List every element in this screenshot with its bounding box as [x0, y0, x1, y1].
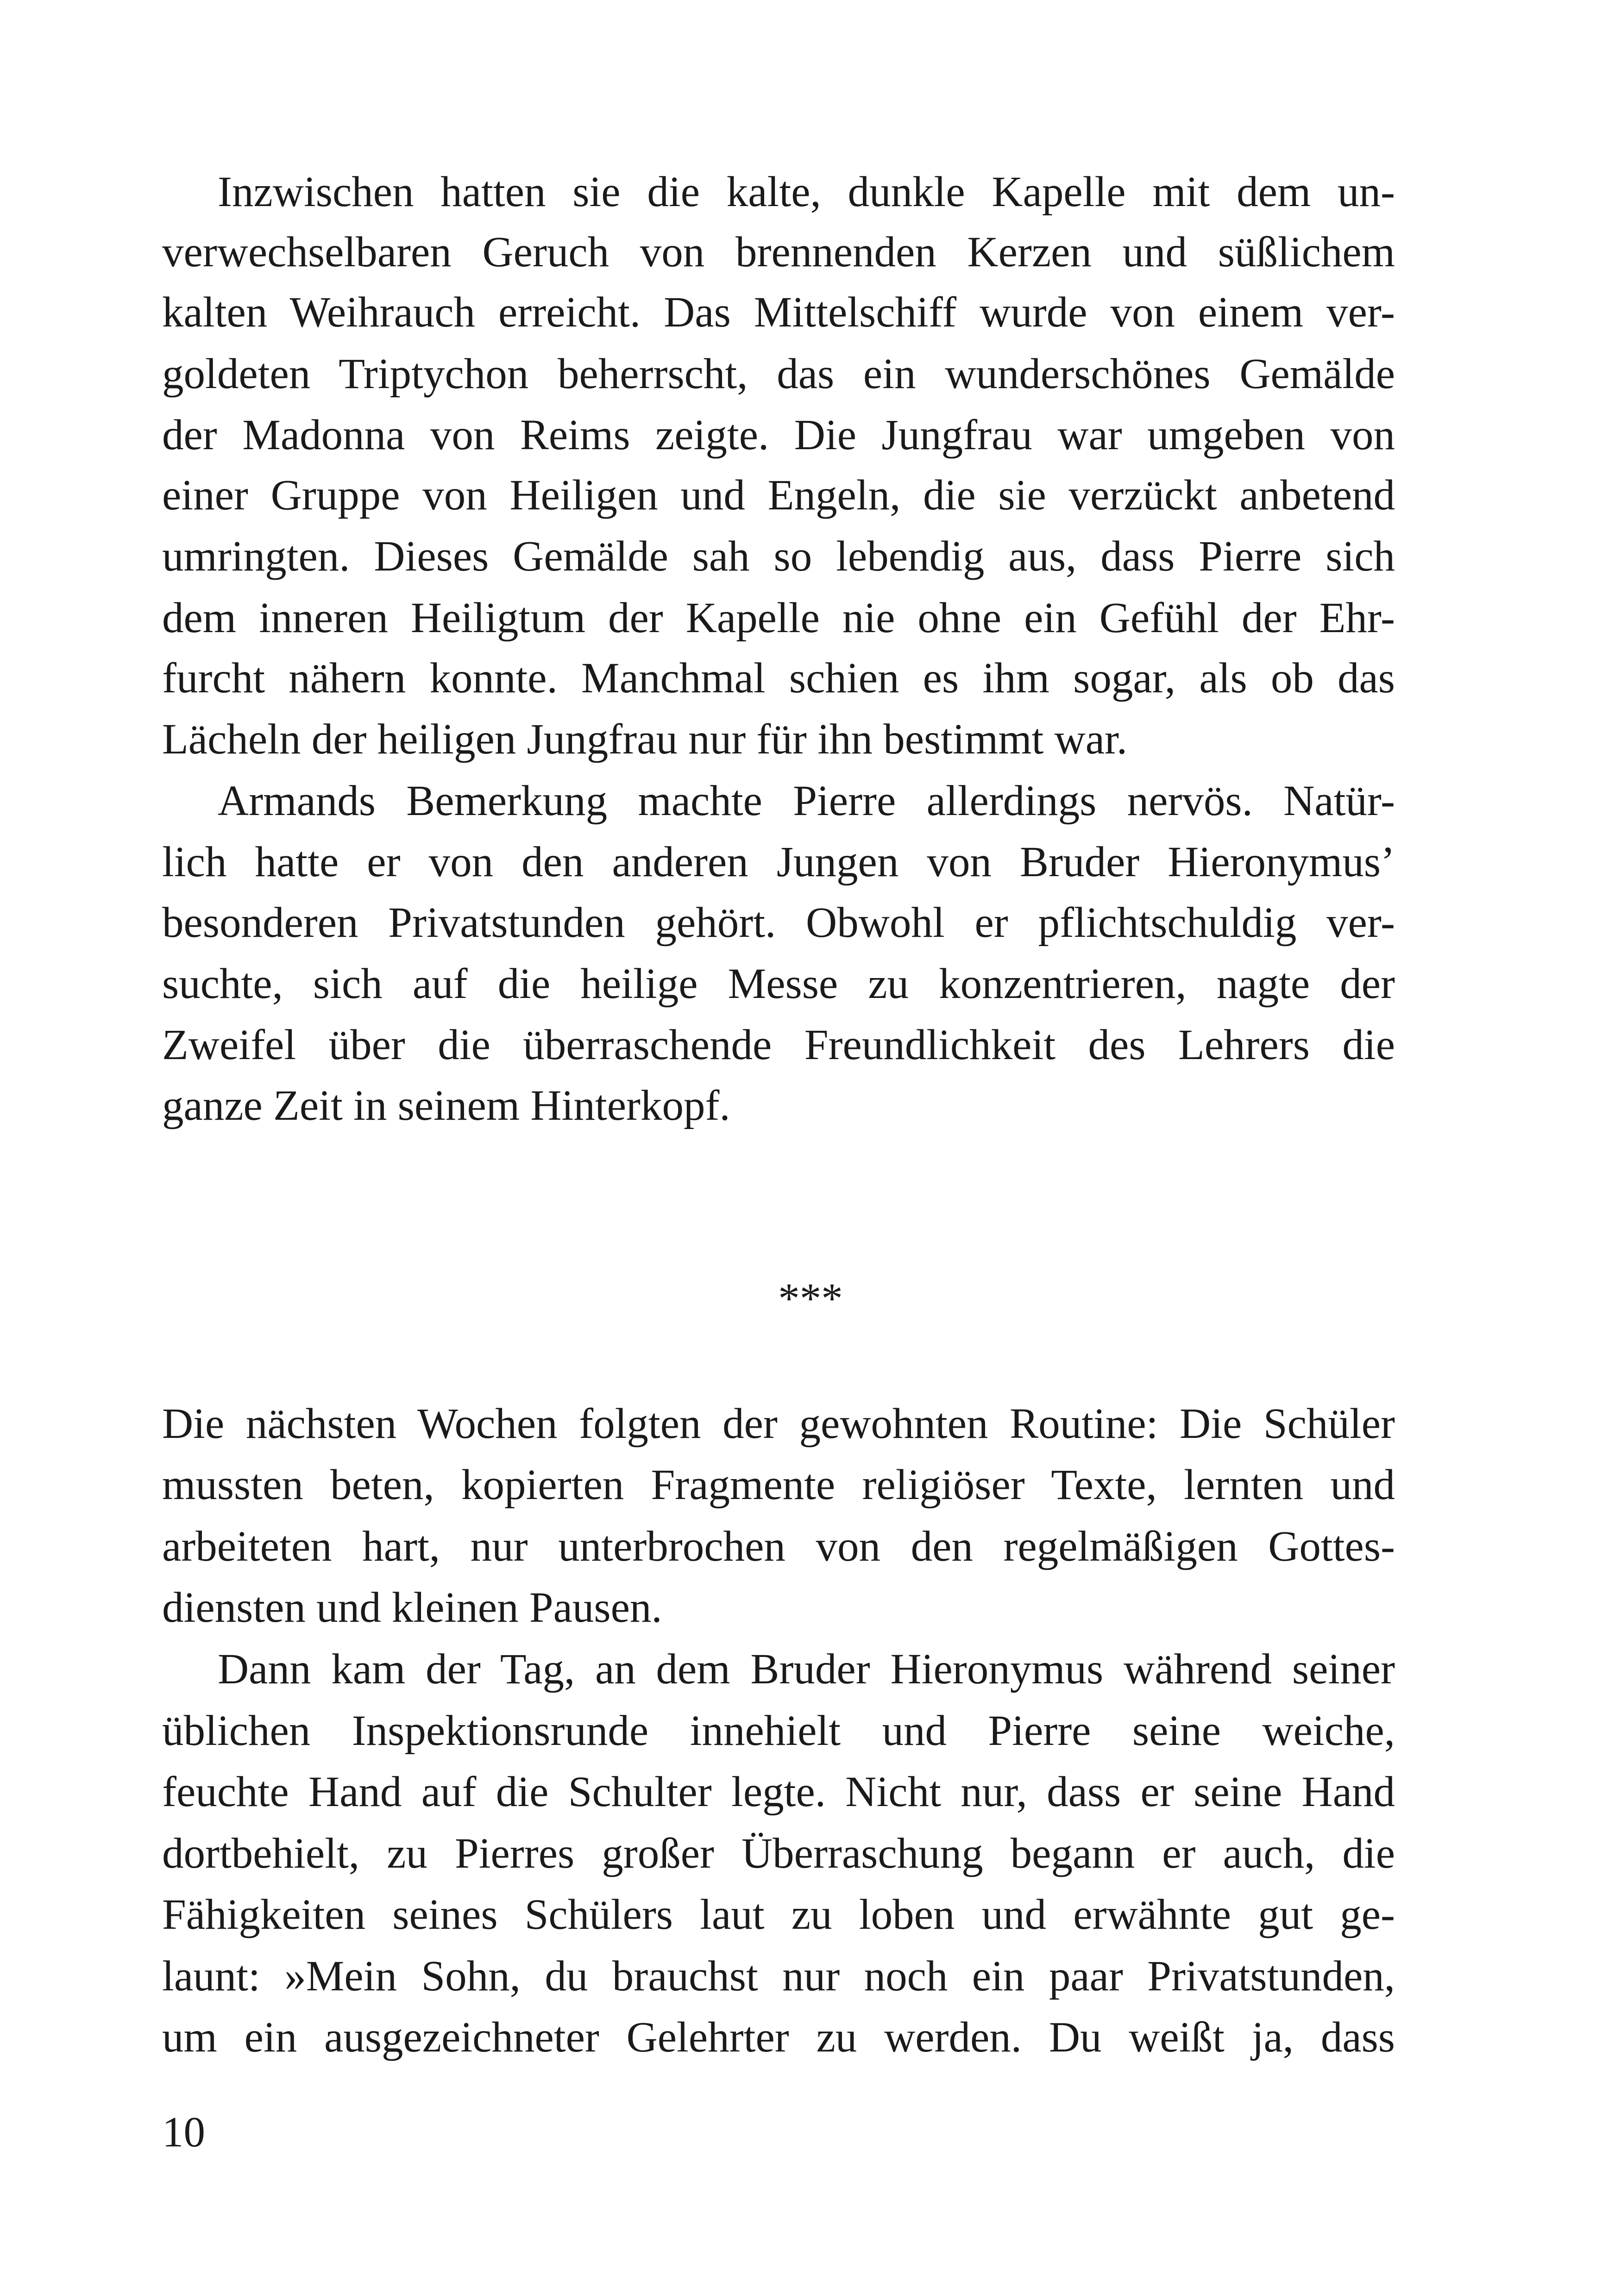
text-line: dortbehielt, zu Pierres großer Überraschung begann er auch, die: [162, 1830, 1395, 1877]
text-line: besonderen Privatstunden gehört. Obwohl er pflichtschuldig ver-: [162, 899, 1395, 947]
text-line: einer Gruppe von Heiligen und Engeln, die sie verzückt anbetend: [162, 471, 1395, 519]
text-line: goldeten Triptychon beherrscht, das ein wunderschönes Gemälde: [162, 350, 1395, 398]
text-line: kalten Weihrauch erreicht. Das Mittelschiff wurde von einem ver-: [162, 289, 1395, 336]
text-line: Zweifel über die überraschende Freundlichkeit des Lehrers die: [162, 1021, 1395, 1069]
text-line: der Madonna von Reims zeigte. Die Jungfrau war umgeben von: [162, 411, 1395, 459]
text-line: dem inneren Heiligtum der Kapelle nie ohne ein Gefühl der Ehr-: [162, 594, 1395, 642]
text-line: um ein ausgezeichneter Gelehrter zu werden. Du weißt ja, dass: [162, 2014, 1395, 2061]
section-separator: ***: [778, 1275, 843, 1323]
text-line: launt: »Mein Sohn, du brauchst nur noch ein paar Privatstunden,: [162, 1952, 1395, 2000]
text-line: Die nächsten Wochen folgten der gewohnten Routine: Die Schüler: [162, 1400, 1395, 1448]
text-line: furcht nähern konnte. Manchmal schien es ihm sogar, als ob das: [162, 654, 1395, 702]
text-line: Inzwischen hatten sie die kalte, dunkle Kapelle mit dem un-: [218, 168, 1395, 216]
text-line: Fähigkeiten seines Schülers laut zu loben und erwähnte gut ge-: [162, 1891, 1395, 1938]
text-line: arbeiteten hart, nur unterbrochen von den regelmäßigen Gottes-: [162, 1523, 1395, 1570]
text-line: suchte, sich auf die heilige Messe zu konzentrieren, nagte der: [162, 960, 1395, 1008]
text-line: diensten und kleinen Pausen.: [162, 1584, 662, 1631]
text-line: mussten beten, kopierten Fragmente religiöser Texte, lernten und: [162, 1461, 1395, 1509]
text-line: verwechselbaren Geruch von brennenden Kerzen und süßlichem: [162, 228, 1395, 276]
text-line: Dann kam der Tag, an dem Bruder Hieronymus während seiner: [218, 1645, 1395, 1693]
text-line: Lächeln der heiligen Jungfrau nur für ihn bestimmt war.: [162, 715, 1128, 763]
text-line: ganze Zeit in seinem Hinterkopf.: [162, 1082, 730, 1129]
text-line: umringten. Dieses Gemälde sah so lebendig aus, dass Pierre sich: [162, 533, 1395, 580]
text-line: lich hatte er von den anderen Jungen von Bruder Hieronymus’: [162, 838, 1395, 886]
text-line: üblichen Inspektionsrunde innehielt und Pierre seine weiche,: [162, 1707, 1395, 1755]
text-line: feuchte Hand auf die Schulter legte. Nicht nur, dass er seine Hand: [162, 1768, 1395, 1816]
text-line: Armands Bemerkung machte Pierre allerdings nervös. Natür-: [218, 777, 1395, 825]
page-number: 10: [162, 2108, 205, 2156]
